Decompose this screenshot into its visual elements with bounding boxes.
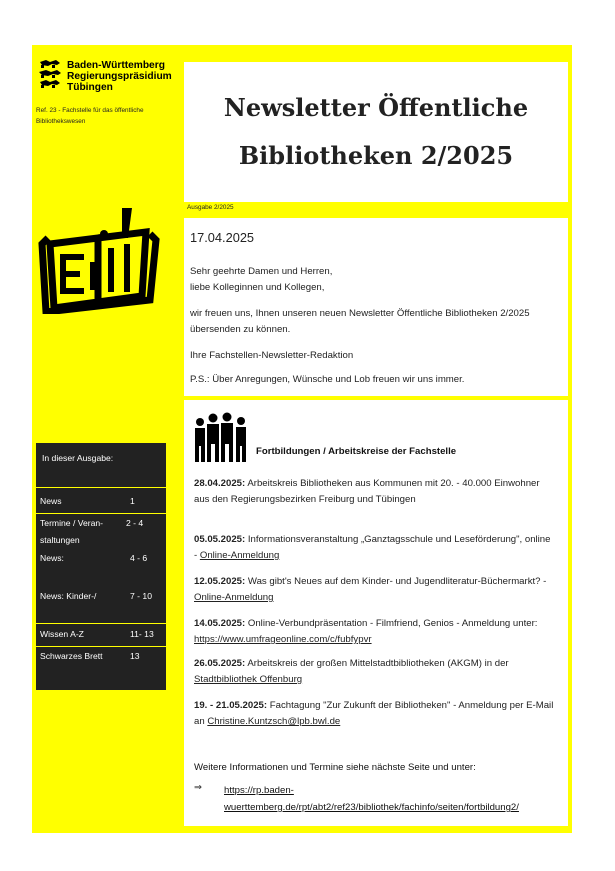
arrow-icon: ⇒ [194,782,203,793]
intro-ps: P.S.: Über Anregungen, Wünsche und Lob freuen wir uns immer. [190,374,465,385]
section-heading-text: Fortbildungen / Arbeitskreise der Fachstelle [256,446,457,457]
event-date: 19. - 21.05.2025: [194,700,268,711]
toc-item-label: News: [40,553,64,563]
event-text: Online-Verbundpräsentation - Filmfriend, Genios - Anmeldung unter: [245,618,538,629]
event-date: 12.05.2025: [194,576,246,587]
toc-item-pages: 13 [130,651,140,661]
toc-item[interactable] [40,626,164,643]
event-registration-link[interactable]: Online-Anmeldung [199,550,280,561]
toc-item[interactable] [40,648,164,665]
toc-divider [36,623,166,624]
event-registration-link[interactable]: Online-Anmeldung [194,592,274,603]
event-date: 05.05.2025: [194,534,246,545]
event-date: 26.05.2025: [194,658,246,669]
intro-body: wir freuen uns, Ihnen unseren neuen Newsletter Öffentliche Bibliotheken 2/2025 übersenden zu können. [190,308,530,335]
toc-item-pages: 11- 13 [130,629,154,639]
toc-title: In dieser Ausgabe: [42,453,114,463]
intro-box [184,218,568,396]
issue-label: Ausgabe 2/2025 [187,204,234,211]
toc-item-pages: 4 - 6 [130,553,148,563]
people-icon [192,412,254,462]
event-date: 14.05.2025: [194,618,246,629]
toc-item[interactable] [40,515,164,549]
event-location-link[interactable]: Stadtbibliothek Offenburg [194,674,303,685]
event-entry [194,476,554,508]
title-line-1: Newsletter Öffentliche [223,93,529,122]
toc-item-label: News [40,496,62,506]
ewl-logo-icon [38,204,160,314]
title-line-2: Bibliotheken 2/2025 [238,141,514,170]
toc-divider [36,487,166,488]
toc-item-pages: 7 - 10 [130,591,152,601]
events-section [184,400,568,826]
event-registration-link[interactable]: https://www.umfrageonline.com/c/fubfypvr [194,634,372,645]
event-text: Fachtagung "Zur Zukunft der Bibliotheken" - Anmeldung per E-Mail an [194,700,554,727]
toc-divider [36,646,166,647]
event-text: Arbeitskreis Bibliotheken aus Kommunen mit 20. - 40.000 Einwohner aus den Regierungsbezirken Freiburg und Tübingen [194,478,540,505]
logo-line-2: Regierungspräsidium [67,70,172,82]
intro-date: 17.04.2025 [190,230,255,245]
toc-item-label: Wissen A-Z [40,629,84,639]
state-logo [38,58,188,94]
toc-item[interactable] [40,588,164,605]
newsletter-title [184,84,568,180]
more-info-link[interactable]: https://rp.baden-wuerttemberg.de/rpt/abt2/ref23/bibliothek/fachinfo/seiten/fortbildung2/ [224,785,519,813]
event-text: Arbeitskreis der großen Mittelstadtbibliotheken (AKGM) in der [245,658,509,669]
logo-line-3: Tübingen [67,81,113,93]
section-heading [192,412,456,462]
toc-item[interactable] [40,493,164,510]
lions-icon [38,58,62,94]
logo-line-1: Baden-Württemberg [67,59,165,71]
intro-greeting-1: Sehr geehrte Damen und Herren, [190,266,333,277]
event-entry [194,532,554,564]
toc-item-label: News: Kinder-/ [40,591,97,601]
intro-signature: Ihre Fachstellen-Newsletter-Redaktion [190,350,354,361]
event-entry [194,574,554,606]
toc-item-label: Schwarzes Brett [40,651,103,661]
toc-item-pages: 1 [130,496,135,506]
event-text: Was gibt's Neues auf dem Kinder- und Jugendliteratur-Büchermarkt? - [245,576,547,587]
toc-item-label: Termine / Veran-staltungen [40,518,104,545]
department-label: Ref. 23 - Fachstelle für das öffentliche Bibliothekswesen [36,107,144,125]
toc-item[interactable] [40,550,164,567]
event-email-link[interactable]: Christine.Kuntzsch@lpb.bwl.de [207,716,341,727]
toc-item-pages: 2 - 4 [126,518,144,528]
toc-divider [36,513,166,514]
event-entry [194,698,554,730]
table-of-contents [36,443,166,690]
event-text: Informationsveranstaltung „Ganztagsschule und Leseförderung", online - [194,534,551,561]
event-entry [194,656,554,688]
more-info-text: Weitere Informationen und Termine siehe nächste Seite und unter: [194,762,476,773]
title-box [184,62,568,202]
intro-greeting-2: liebe Kolleginnen und Kollegen, [190,282,325,293]
event-entry [194,616,554,648]
event-date: 28.04.2025: [194,478,246,489]
